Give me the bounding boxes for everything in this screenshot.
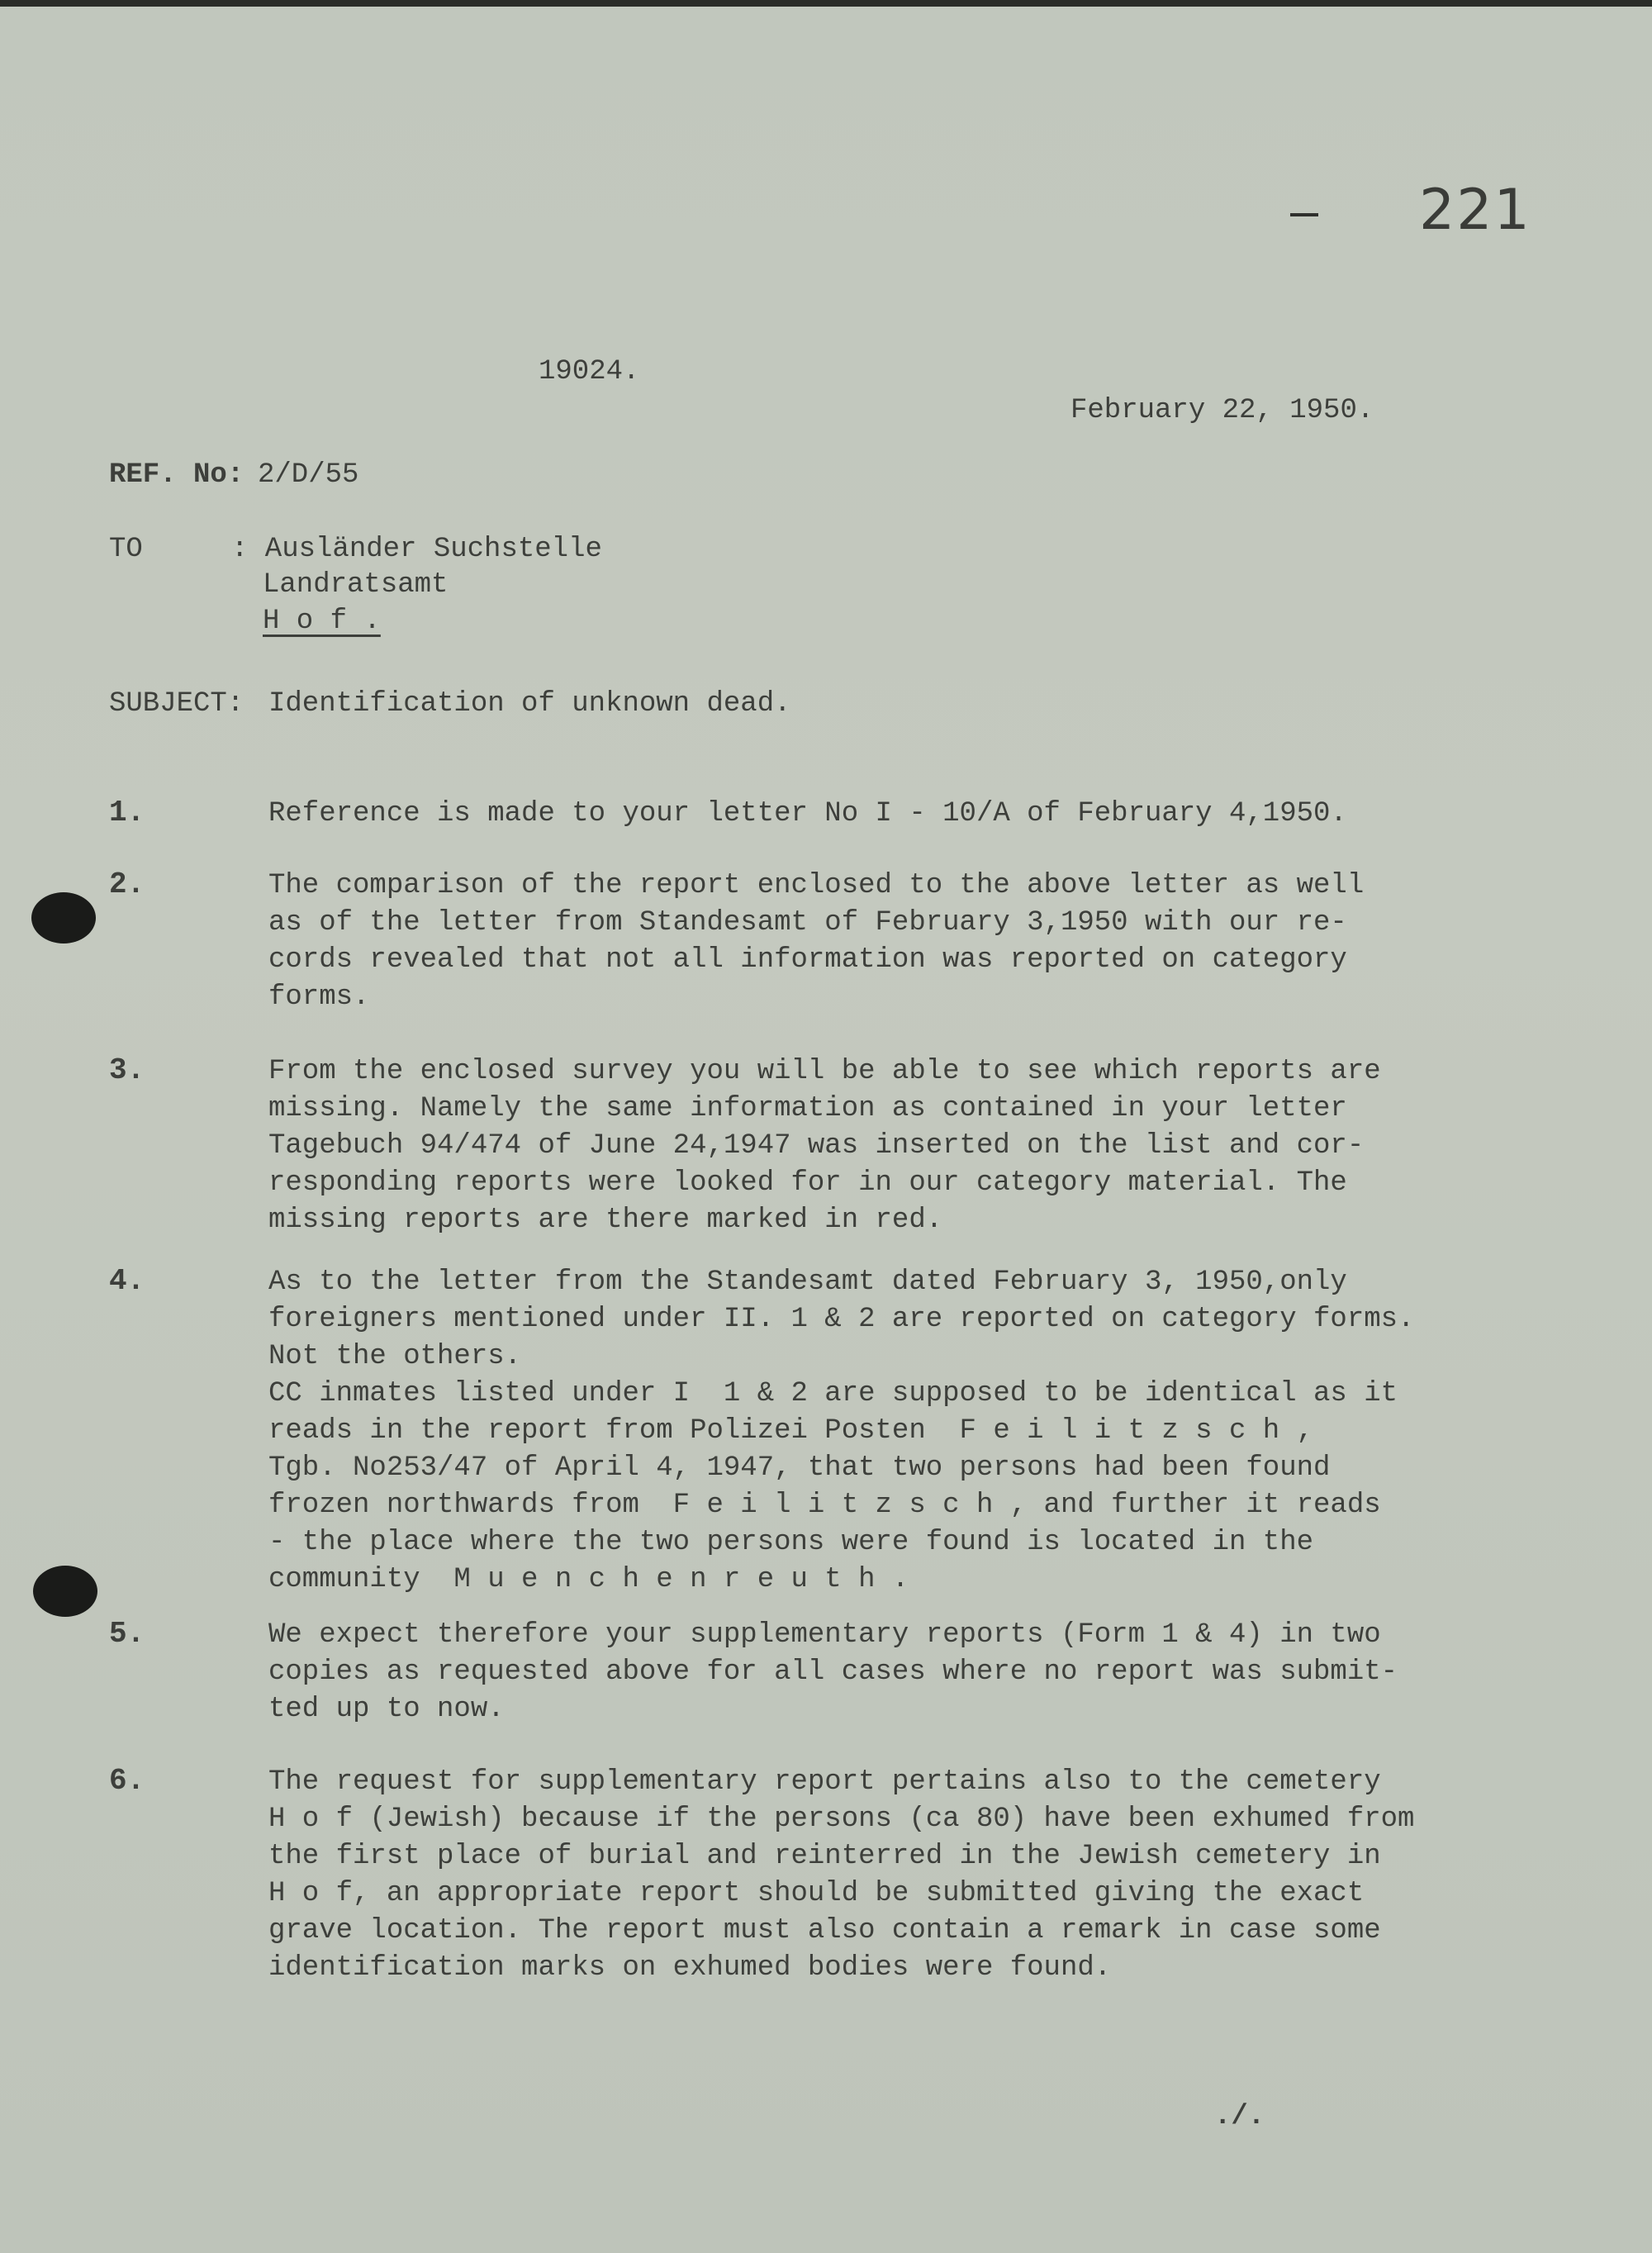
paragraph-text: Reference is made to your letter No I - 10/A of February 4,1950.: [268, 798, 1347, 829]
addressee-city: H o f .: [263, 606, 381, 637]
paragraph-number: 3.: [109, 1053, 145, 1087]
paragraph-text: From the enclosed survey you will be able to see which reports are missing. Namely the same information as contained in your letter Tagebuch 94/474 of June 24,1947 was inserted on the list and cor- responding reports were looked for in our category material. The missing reports are there marked in red.: [268, 1056, 1381, 1236]
addressee-line: Landratsamt: [263, 569, 449, 601]
paragraph-text: The request for supplementary report pertains also to the cemetery H o f (Jewish) because if the persons (ca 80) have been exhumed from the first place of burial and reinterred in the Jewish cemetery in H o f, an appropriate report should be submitted giving the exact grave location. The report must also contain a remark in case some identification marks on exhumed bodies were found.: [268, 1766, 1415, 1984]
paragraph-text: As to the letter from the Standesamt dated February 3, 1950,only foreigners mentioned under II. 1 & 2 are reported on category forms. Not the others. CC inmates listed under I 1 & 2 are supposed to be identical as it reads in the report from Polizei Posten F e i l i t z s c h , Tgb. No253/47 of April 4, 1947, that two persons had been found frozen northwards from F e i l i t z s c h , and further it reads - the place where the two persons were found is located in the community M u e n c h e n r e u t h .: [268, 1267, 1415, 1595]
paragraph-number: 4.: [109, 1264, 145, 1298]
paragraph-number: 2.: [109, 867, 145, 901]
file-number: 19024.: [539, 356, 640, 387]
paragraph-number: 1.: [109, 796, 145, 829]
paragraph-text: The comparison of the report enclosed to the above letter as well as of the letter from Standesamt of February 3,1950 with our re- cords revealed that not all information was reported on category forms.: [268, 870, 1365, 1013]
subject-value: Identification of unknown dead.: [268, 688, 791, 720]
punch-hole: [31, 892, 96, 944]
stamp-dash: [1290, 213, 1318, 216]
subject-label: SUBJECT:: [109, 688, 244, 720]
paragraph-number: 6.: [109, 1764, 145, 1798]
addressee-line: : Ausländer Suchstelle: [231, 534, 602, 565]
page-number-stamp: 221: [1419, 178, 1531, 243]
paragraph-number: 5.: [109, 1617, 145, 1651]
punch-hole: [33, 1566, 97, 1617]
ref-value: 2/D/55: [258, 459, 359, 491]
paragraph-text: We expect therefore your supplementary reports (Form 1 & 4) in two copies as requested above for all cases where no report was submit- ted up to now.: [268, 1619, 1398, 1725]
continuation-mark: ./.: [1214, 2101, 1265, 2132]
to-label: TO: [109, 534, 143, 565]
ref-label: REF. No:: [109, 459, 244, 491]
letter-date: February 22, 1950.: [1070, 395, 1374, 426]
scan-top-edge: [0, 0, 1652, 7]
